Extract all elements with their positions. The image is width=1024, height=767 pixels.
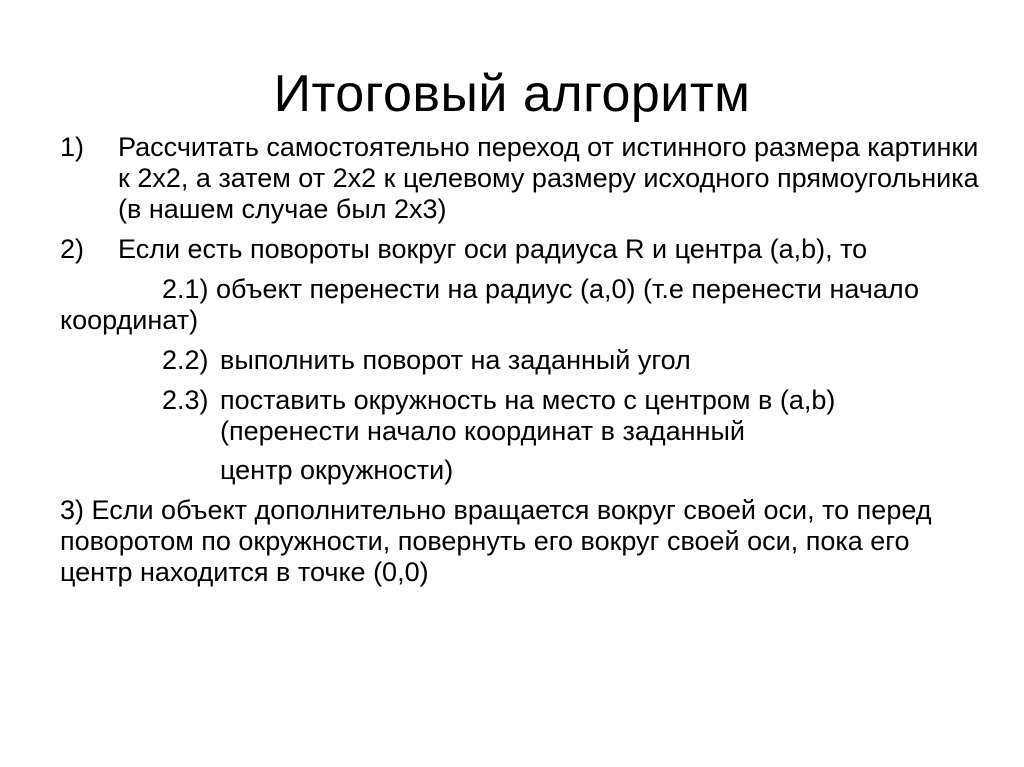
sub-item-number: 2.2) [162,345,209,375]
sub-item-text-continued: центр окружности) [220,455,454,485]
list-item-1 [60,132,980,225]
sub-item-number: 2.1) [162,274,209,304]
list-item-text: Если есть повороты вокруг оси радиуса R и центра (a,b), то [118,234,868,264]
slide-body [60,132,980,588]
sub-item-2-2 [60,345,980,376]
list-item-number: 2) [60,234,85,264]
list-item-number: 1) [60,132,85,162]
list-item-text: Рассчитать самостоятельно переход от истинного размера картинки к 2x2, а затем от 2x2 к целевому размеру исходного прямоугольника (в нашем случае был 2x3) [118,132,979,224]
slide-title: Итоговый алгоритм [273,65,751,123]
sub-item-text: выполнить поворот на заданный угол [220,345,691,375]
sub-item-text: объект перенести на радиус (a,0) (т.е перенести начало координат) [60,274,919,335]
sub-item-2-1 [60,274,980,336]
list-item-3: 3) Если объект дополнительно вращается вокруг своей оси, то перед поворотом по окружности, повернуть его вокруг своей оси, пока его центр находится в точке (0,0) [60,495,932,587]
list-item-2 [60,234,980,265]
sub-item-2-3 [60,385,980,486]
sub-item-text: поставить окружность на место с центром в (a,b) (перенести начало координат в заданный [220,385,836,446]
sub-item-number: 2.3) [162,385,209,415]
